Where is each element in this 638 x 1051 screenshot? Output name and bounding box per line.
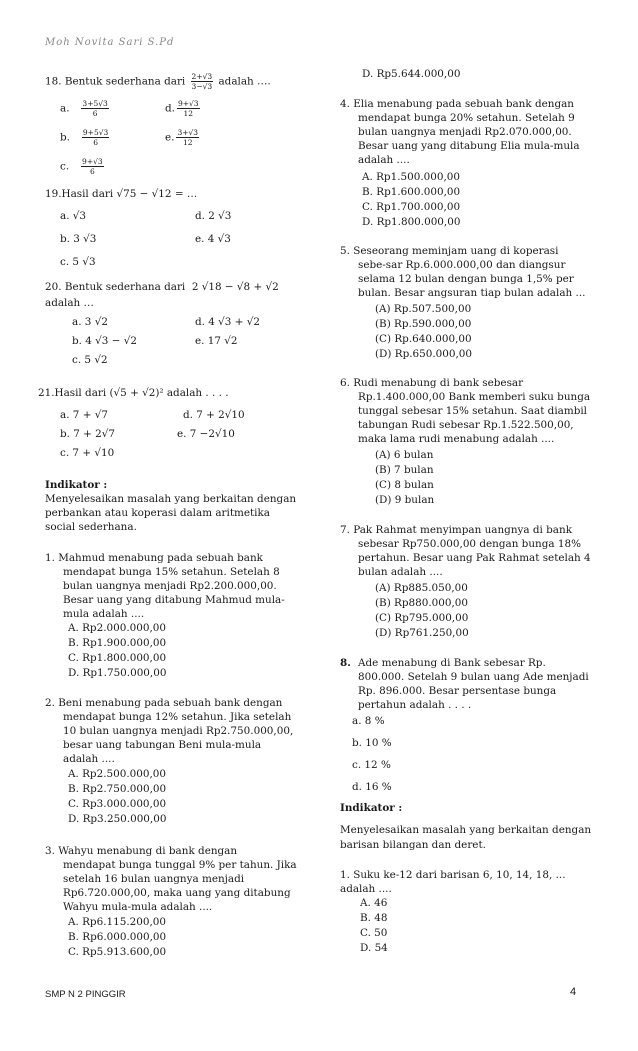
p1-line-5: mula adalah .... bbox=[63, 608, 145, 620]
p2-line-5: adalah .... bbox=[63, 753, 115, 765]
q18-stem: 18. Bentuk sederhana dari $\frac{2+√3}{3-√3}$ adalah …. bbox=[45, 72, 271, 91]
p8-line-1: Ade menabung di Bank sebesar Rp. bbox=[358, 657, 546, 669]
p6-option-c: (C) 8 bulan bbox=[375, 479, 434, 491]
p8-line-3: Rp. 896.000. Besar persentase bunga bbox=[358, 685, 557, 697]
p4-option-d: D. Rp1.800.000,00 bbox=[362, 216, 461, 228]
q21-option-b: b. 7 + 2√7 bbox=[60, 428, 116, 440]
p4-line-4: Besar uang yang ditabung Elia mula-mula bbox=[358, 140, 580, 152]
q19-option-b: b. 3 √3 bbox=[60, 233, 97, 245]
q18-option-d: d. $\frac{9+√3}{12}$ bbox=[165, 99, 199, 118]
p3-line-2: mendapat bunga tunggal 9% per tahun. Jika bbox=[63, 859, 297, 871]
page-number: 4 bbox=[570, 986, 577, 998]
q18-option-b: b. $\frac{9+5√3}{6}$ bbox=[60, 128, 109, 147]
q18-option-c: c. $\frac{9+√3}{6}$ bbox=[60, 157, 103, 176]
p5-option-a: (A) Rp.507.500,00 bbox=[375, 303, 472, 315]
q21-option-a: a. 7 + √7 bbox=[60, 409, 108, 421]
p7-option-d: (D) Rp761.250,00 bbox=[375, 627, 469, 639]
q18-option-e: e. $\frac{3+√3}{12}$ bbox=[165, 128, 199, 147]
p3-option-c: C. Rp5.913.600,00 bbox=[68, 946, 167, 958]
p8-line-4: pertahun adalah . . . . bbox=[358, 699, 472, 711]
p6-line-3: tunggal sebesar 15% setahun. Saat diambil bbox=[358, 405, 587, 417]
p2-line-4: besar uang tabungan Beni mula-mula bbox=[63, 739, 262, 751]
q20-option-e: e. 17 √2 bbox=[195, 335, 238, 347]
q20-option-c: c. 5 √2 bbox=[72, 354, 108, 366]
p5-option-d: (D) Rp.650.000,00 bbox=[375, 348, 473, 360]
p7-line-3: pertahun. Besar uang Pak Rahmat setelah 4 bbox=[358, 552, 591, 564]
q20-option-a: a. 3 √2 bbox=[72, 316, 108, 328]
p5-line-3: selama 12 bulan dengan bunga 1,5% per bbox=[358, 273, 574, 285]
q19-option-d: d. 2 √3 bbox=[195, 210, 232, 222]
p7-option-c: (C) Rp795.000,00 bbox=[375, 612, 469, 624]
q21-option-e: e. 7 −2√10 bbox=[177, 428, 235, 440]
p7-option-b: (B) Rp880.000,00 bbox=[375, 597, 469, 609]
p8-option-d: d. 16 % bbox=[352, 781, 392, 793]
p1-line-1: 1. Mahmud menabung pada sebuah bank bbox=[45, 552, 263, 564]
p2-line-1: 2. Beni menabung pada sebuah bank dengan bbox=[45, 697, 283, 709]
q20-stem: 20. Bentuk sederhana dari 2 √18 − √8 + √2 bbox=[45, 281, 279, 293]
p7-option-a: (A) Rp885.050,00 bbox=[375, 582, 468, 594]
s1-option-a: A. 46 bbox=[360, 897, 388, 909]
p8-option-b: b. 10 % bbox=[352, 737, 392, 749]
s1-line-2: adalah .... bbox=[340, 883, 392, 895]
p1-line-3: bulan uangnya menjadi Rp2.200.000,00. bbox=[63, 580, 277, 592]
author-signature: Moh Novita Sari S.Pd bbox=[45, 37, 175, 48]
p3-option-a: A. Rp6.115.200,00 bbox=[68, 916, 166, 928]
p3-line-5: Wahyu mula-mula adalah .... bbox=[63, 901, 213, 913]
q20-option-d: d. 4 √3 + √2 bbox=[195, 316, 260, 328]
p1-option-a: A. Rp2.000.000,00 bbox=[68, 622, 166, 634]
p3-line-4: Rp6.720.000,00, maka uang yang ditabung bbox=[63, 887, 291, 899]
p3-line-3: setelah 16 bulan uangnya menjadi bbox=[63, 873, 245, 885]
p4-line-1: 4. Elia menabung pada sebuah bank dengan bbox=[340, 98, 575, 110]
p2-line-2: mendapat bunga 12% setahun. Jika setelah bbox=[63, 711, 292, 723]
p4-line-2: mendapat bunga 20% setahun. Setelah 9 bbox=[358, 112, 575, 124]
p4-option-c: C. Rp1.700.000,00 bbox=[362, 201, 461, 213]
q19-stem: 19.Hasil dari √75 − √12 = … bbox=[45, 188, 198, 200]
footer-school: SMP N 2 PINGGIR bbox=[45, 989, 126, 1000]
p4-line-5: adalah .... bbox=[358, 154, 410, 166]
p8-number: 8. bbox=[340, 657, 351, 669]
p7-line-4: bulan adalah .... bbox=[358, 566, 443, 578]
p2-line-3: 10 bulan uangnya menjadi Rp2.750.000,00, bbox=[63, 725, 294, 737]
p2-option-b: B. Rp2.750.000,00 bbox=[68, 783, 167, 795]
indikator-text-right-2: barisan bilangan dan deret. bbox=[340, 839, 486, 851]
p5-option-b: (B) Rp.590.000,00 bbox=[375, 318, 472, 330]
q19-option-a: a. √3 bbox=[60, 210, 87, 222]
p2-option-a: A. Rp2.500.000,00 bbox=[68, 768, 166, 780]
p6-line-2: Rp.1.400.000,00 Bank memberi suku bunga bbox=[358, 391, 591, 403]
p6-option-b: (B) 7 bulan bbox=[375, 464, 434, 476]
indikator-text-left-1: Menyelesaikan masalah yang berkaitan dengan bbox=[45, 493, 297, 505]
q19-option-c: c. 5 √3 bbox=[60, 256, 96, 268]
q21-stem: 21.Hasil dari (√5 + √2)² adalah . . . . bbox=[38, 387, 229, 399]
q18-fraction: $\frac{2+√3}{3-√3}$ bbox=[191, 72, 213, 91]
p5-line-2: sebe-sar Rp.6.000.000,00 dan diangsur bbox=[358, 259, 566, 271]
s1-option-d: D. 54 bbox=[360, 942, 388, 954]
q21-option-c: c. 7 + √10 bbox=[60, 447, 115, 459]
p5-line-1: 5. Seseorang meminjam uang di koperasi bbox=[340, 245, 559, 257]
p1-line-2: mendapat bunga 15% setahun. Setelah 8 bbox=[63, 566, 280, 578]
indikator-text-left-3: social sederhana. bbox=[45, 521, 137, 533]
p7-line-1: 7. Pak Rahmat menyimpan uangnya di bank bbox=[340, 524, 572, 536]
q18-option-a: a. $\frac{3+5√3}{6}$ bbox=[60, 99, 108, 118]
indikator-text-left-2: perbankan atau koperasi dalam aritmetika bbox=[45, 507, 270, 519]
p1-option-d: D. Rp1.750.000,00 bbox=[68, 667, 167, 679]
indikator-title-right: Indikator : bbox=[340, 802, 403, 814]
s1-option-c: C. 50 bbox=[360, 927, 388, 939]
p8-option-c: c. 12 % bbox=[352, 759, 391, 771]
s1-option-b: B. 48 bbox=[360, 912, 388, 924]
q21-option-d: d. 7 + 2√10 bbox=[183, 409, 245, 421]
p3-option-b: B. Rp6.000.000,00 bbox=[68, 931, 167, 943]
p8-line-2: 800.000. Setelah 9 bulan uang Ade menjadi bbox=[358, 671, 589, 683]
p8-option-a: a. 8 % bbox=[352, 715, 385, 727]
p3-line-1: 3. Wahyu menabung di bank dengan bbox=[45, 845, 238, 857]
p4-option-b: B. Rp1.600.000,00 bbox=[362, 186, 461, 198]
p5-option-c: (C) Rp.640.000,00 bbox=[375, 333, 472, 345]
p1-line-4: Besar uang yang ditabung Mahmud mula- bbox=[63, 594, 285, 606]
p3-option-d: D. Rp5.644.000,00 bbox=[362, 68, 461, 80]
p5-line-4: bulan. Besar angsuran tiap bulan adalah ... bbox=[358, 287, 586, 299]
p6-line-4: tabungan Rudi sebesar Rp.1.522.500,00, bbox=[358, 419, 574, 431]
p7-line-2: sebesar Rp750.000,00 dengan bunga 18% bbox=[358, 538, 581, 550]
indikator-title-left: Indikator : bbox=[45, 479, 108, 491]
p1-option-c: C. Rp1.800.000,00 bbox=[68, 652, 167, 664]
p6-line-1: 6. Rudi menabung di bank sebesar bbox=[340, 377, 524, 389]
p6-line-5: maka lama rudi menabung adalah .... bbox=[358, 433, 555, 445]
p2-option-d: D. Rp3.250.000,00 bbox=[68, 813, 167, 825]
p2-option-c: C. Rp3.000.000,00 bbox=[68, 798, 167, 810]
q20-stem-cont: adalah … bbox=[45, 297, 94, 309]
p6-option-d: (D) 9 bulan bbox=[375, 494, 435, 506]
q20-option-b: b. 4 √3 − √2 bbox=[72, 335, 137, 347]
p4-line-3: bulan uangnya menjadi Rp2.070.000,00. bbox=[358, 126, 572, 138]
indikator-text-right-1: Menyelesaikan masalah yang berkaitan dengan bbox=[340, 824, 592, 836]
p4-option-a: A. Rp1.500.000,00 bbox=[362, 171, 460, 183]
p1-option-b: B. Rp1.900.000,00 bbox=[68, 637, 167, 649]
s1-line-1: 1. Suku ke-12 dari barisan 6, 10, 14, 18, ... bbox=[340, 869, 566, 881]
p6-option-a: (A) 6 bulan bbox=[375, 449, 434, 461]
q19-option-e: e. 4 √3 bbox=[195, 233, 231, 245]
